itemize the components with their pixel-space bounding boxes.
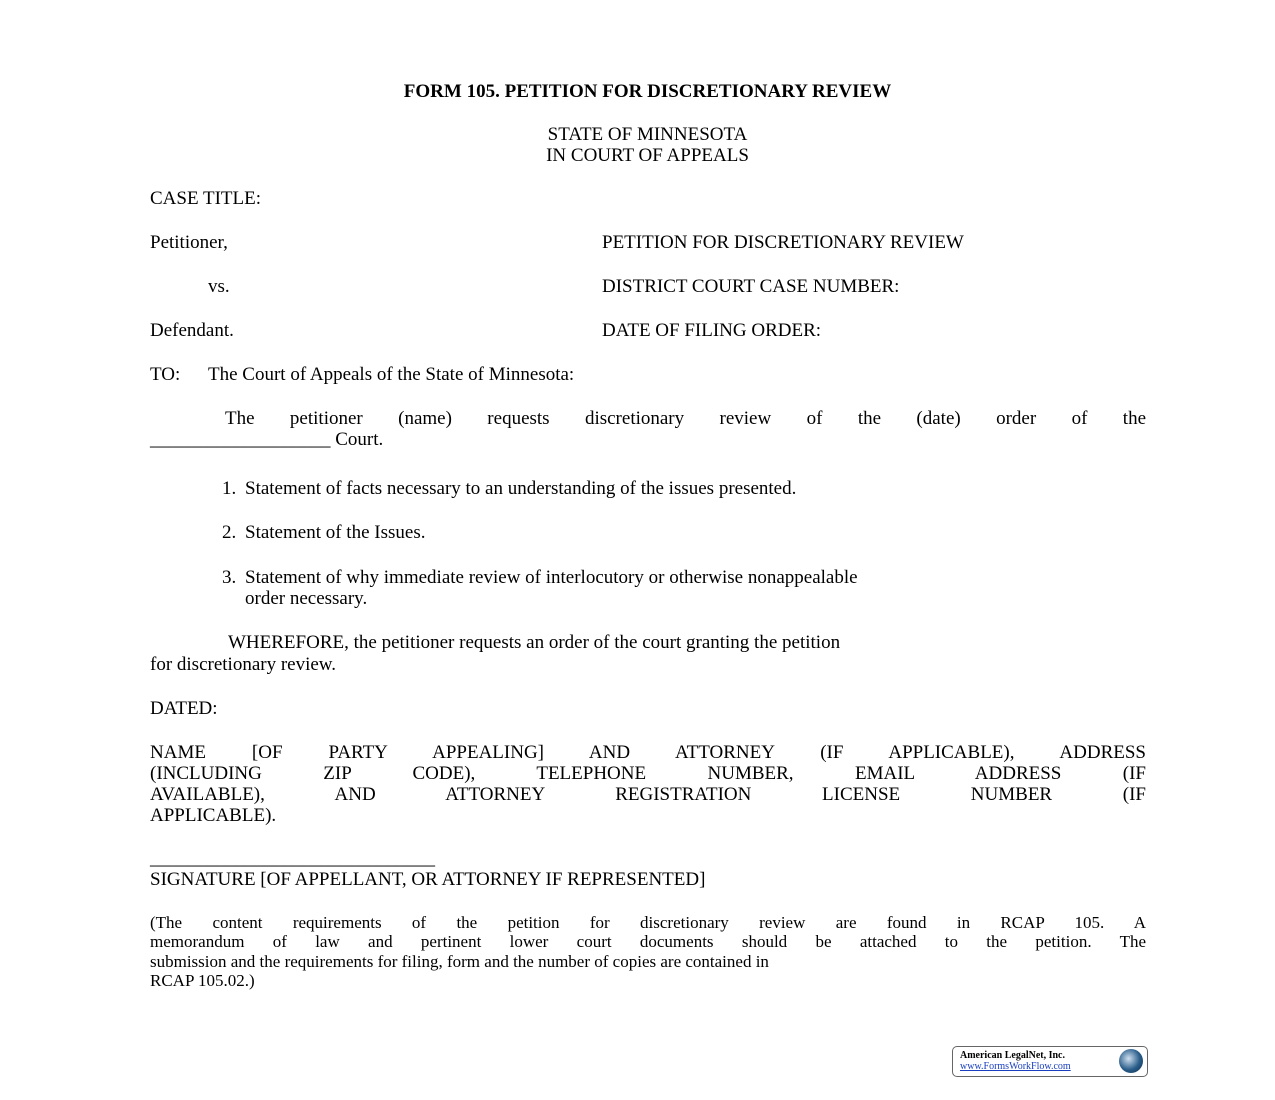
item-text: Statement of the Issues. [245, 522, 426, 543]
item-number: 2. [222, 522, 237, 543]
form-title: FORM 105. PETITION FOR DISCRETIONARY REVIEW [403, 81, 892, 102]
filing-date-label: DATE OF FILING ORDER: [602, 320, 822, 341]
name-line: AVAILABLE), AND ATTORNEY REGISTRATION LICENSE NUMBER (IF [150, 784, 1146, 805]
globe-icon [1119, 1049, 1143, 1073]
item-number: 3. [222, 567, 237, 588]
petitioner-label: Petitioner, [150, 232, 228, 253]
note-line: (The content requirements of the petition for discretionary review are found in RCAP 105. A [150, 913, 1146, 932]
state-heading: STATE OF MINNESOTA [547, 124, 748, 145]
name-line: APPLICABLE). [150, 805, 277, 826]
item-text: order necessary. [245, 588, 368, 609]
signature-line: ______________________________ [150, 848, 435, 869]
signature-label: SIGNATURE [OF APPELLANT, OR ATTORNEY IF REPRESENTED] [150, 869, 706, 890]
to-text: The Court of Appeals of the State of Minnesota: [208, 364, 575, 385]
to-label: TO: [150, 364, 181, 385]
american-legalnet-logo[interactable] [952, 1046, 1148, 1077]
name-line: NAME [OF PARTY APPEALING] AND ATTORNEY (IF APPLICABLE), ADDRESS [150, 742, 1146, 763]
note-line: RCAP 105.02.) [150, 971, 255, 990]
defendant-label: Defendant. [150, 320, 234, 341]
vs-label: vs. [208, 276, 230, 297]
petition-heading: PETITION FOR DISCRETIONARY REVIEW [602, 232, 964, 253]
case-number-label: DISTRICT COURT CASE NUMBER: [602, 276, 900, 297]
note-line: submission and the requirements for filing, form and the number of copies are contained in [150, 952, 769, 971]
name-line: (INCLUDING ZIP CODE), TELEPHONE NUMBER, EMAIL ADDRESS (IF [150, 763, 1146, 784]
court-heading: IN COURT OF APPEALS [546, 145, 749, 166]
item-text: Statement of facts necessary to an understanding of the issues presented. [245, 478, 797, 499]
intro-line: The petitioner (name) requests discretionary review of the (date) order of the [225, 408, 1146, 429]
intro-line: ___________________ Court. [150, 429, 384, 450]
item-text: Statement of why immediate review of interlocutory or otherwise nonappealable [245, 567, 858, 588]
note-line: memorandum of law and pertinent lower court documents should be attached to the petition. The [150, 932, 1146, 951]
case-title-label: CASE TITLE: [150, 188, 262, 209]
wherefore-line: WHEREFORE, the petitioner requests an order of the court granting the petition [228, 632, 841, 653]
item-number: 1. [222, 478, 237, 499]
dated-label: DATED: [150, 698, 218, 719]
logo-company: American LegalNet, Inc. [960, 1050, 1065, 1061]
wherefore-line: for discretionary review. [150, 654, 337, 675]
logo-url-link[interactable]: www.FormsWorkFlow.com [960, 1061, 1071, 1072]
